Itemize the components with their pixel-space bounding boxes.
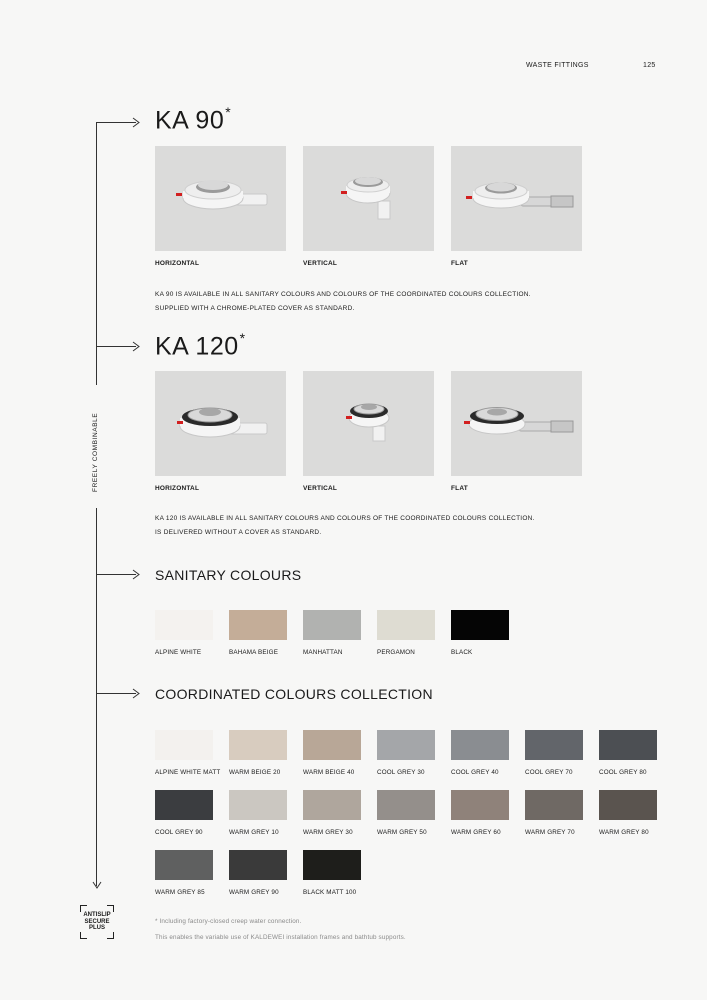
ka90-desc-line2: SUPPLIED WITH A CHROME-PLATED COVER AS STANDARD. bbox=[155, 305, 355, 312]
ka90-description bbox=[155, 288, 531, 316]
ka120-desc-line1: KA 120 IS AVAILABLE IN ALL SANITARY COLOURS AND COLOURS OF THE COORDINATED COLOURS COLLECTION. bbox=[155, 515, 535, 522]
color-swatch-label: WARM GREY 30 bbox=[303, 829, 353, 836]
color-swatch bbox=[155, 610, 213, 640]
badge-corner bbox=[80, 905, 87, 912]
color-swatch-label: COOL GREY 40 bbox=[451, 769, 499, 776]
arrow-right-icon bbox=[130, 117, 140, 128]
color-swatch-label: PERGAMON bbox=[377, 649, 415, 656]
ka120-asterisk: * bbox=[239, 330, 246, 346]
arrow-right-icon bbox=[130, 569, 140, 580]
color-swatch bbox=[229, 730, 287, 760]
color-swatch bbox=[451, 730, 509, 760]
color-swatch-label: BLACK MATT 100 bbox=[303, 889, 357, 896]
color-swatch-label: WARM BEIGE 40 bbox=[303, 769, 355, 776]
badge-corner bbox=[80, 932, 87, 939]
bracket-line-bottom bbox=[96, 508, 97, 886]
color-swatch-label: WARM GREY 80 bbox=[599, 829, 649, 836]
ka120-caption-horizontal: HORIZONTAL bbox=[155, 485, 200, 492]
ka120-title bbox=[155, 332, 246, 361]
color-swatch-label: COOL GREY 30 bbox=[377, 769, 425, 776]
ka90-flat-photo bbox=[451, 146, 582, 251]
color-swatch-label: BLACK bbox=[451, 649, 473, 656]
ka90-caption-horizontal: HORIZONTAL bbox=[155, 260, 200, 267]
side-label-freely-combinable: FREELY COMBINABLE bbox=[92, 412, 99, 492]
color-swatch-label: ALPINE WHITE bbox=[155, 649, 202, 656]
badge-line1: ANTISLIP bbox=[83, 912, 111, 918]
footnote-line1: * Including factory-closed creep water connection. bbox=[155, 918, 302, 925]
color-swatch bbox=[377, 610, 435, 640]
color-swatch bbox=[451, 610, 509, 640]
badge-corner bbox=[107, 905, 114, 912]
color-swatch bbox=[377, 730, 435, 760]
badge-line3: PLUS bbox=[88, 925, 105, 931]
color-swatch bbox=[303, 790, 361, 820]
page-number: 125 bbox=[643, 62, 656, 69]
color-swatch-label: WARM GREY 85 bbox=[155, 889, 205, 896]
waste-fitting-flat-icon bbox=[451, 371, 582, 476]
ka120-caption-flat: FLAT bbox=[451, 485, 468, 492]
color-swatch bbox=[155, 730, 213, 760]
color-swatch bbox=[229, 850, 287, 880]
ka90-caption-vertical: VERTICAL bbox=[303, 260, 338, 267]
badge-text bbox=[80, 912, 114, 932]
ka120-vertical-photo bbox=[303, 371, 434, 476]
color-swatch bbox=[303, 850, 361, 880]
ka120-caption-vertical: VERTICAL bbox=[303, 485, 338, 492]
color-swatch bbox=[377, 790, 435, 820]
color-swatch-label: WARM GREY 60 bbox=[451, 829, 501, 836]
color-swatch-label: COOL GREY 80 bbox=[599, 769, 647, 776]
header-section-label: WASTE FITTINGS bbox=[526, 62, 589, 69]
waste-fitting-horizontal-icon bbox=[155, 371, 286, 476]
color-swatch bbox=[599, 730, 657, 760]
ka120-desc-line2: IS DELIVERED WITHOUT A COVER AS STANDARD. bbox=[155, 529, 322, 536]
arrow-right-icon bbox=[130, 688, 140, 699]
ka90-horizontal-photo bbox=[155, 146, 286, 251]
color-swatch bbox=[229, 610, 287, 640]
color-swatch bbox=[155, 790, 213, 820]
color-swatch-label: WARM GREY 50 bbox=[377, 829, 427, 836]
color-swatch-label: COOL GREY 70 bbox=[525, 769, 573, 776]
color-swatch bbox=[155, 850, 213, 880]
color-swatch bbox=[229, 790, 287, 820]
ka120-horizontal-photo bbox=[155, 371, 286, 476]
ka90-vertical-photo bbox=[303, 146, 434, 251]
antislip-secure-plus-badge bbox=[80, 905, 114, 939]
waste-fitting-horizontal-icon bbox=[155, 146, 286, 251]
footnote-line2: This enables the variable use of KALDEWEI installation frames and bathtub supports. bbox=[155, 934, 406, 941]
color-swatch bbox=[303, 610, 361, 640]
color-swatch-label: COOL GREY 90 bbox=[155, 829, 203, 836]
color-swatch-label: WARM GREY 70 bbox=[525, 829, 575, 836]
color-swatch-label: WARM BEIGE 20 bbox=[229, 769, 281, 776]
badge-corner bbox=[107, 932, 114, 939]
color-swatch-label: BAHAMA BEIGE bbox=[229, 649, 279, 656]
badge-line2: SECURE bbox=[84, 918, 110, 925]
sanitary-colours-title: SANITARY COLOURS bbox=[155, 567, 302, 583]
ka120-title-text: KA 120 bbox=[155, 332, 239, 361]
color-swatch-label: WARM GREY 10 bbox=[229, 829, 279, 836]
color-swatch bbox=[599, 790, 657, 820]
coordinated-colours-title: COORDINATED COLOURS COLLECTION bbox=[155, 686, 433, 702]
color-swatch-label: ALPINE WHITE MATT bbox=[155, 769, 221, 776]
ka90-title bbox=[155, 106, 231, 135]
color-swatch bbox=[451, 790, 509, 820]
ka90-caption-flat: FLAT bbox=[451, 260, 468, 267]
color-swatch bbox=[303, 730, 361, 760]
color-swatch-label: WARM GREY 90 bbox=[229, 889, 279, 896]
ka90-desc-line1: KA 90 IS AVAILABLE IN ALL SANITARY COLOURS AND COLOURS OF THE COORDINATED COLOURS COLLECTION. bbox=[155, 291, 531, 298]
arrow-right-icon bbox=[130, 341, 140, 352]
ka90-asterisk: * bbox=[225, 104, 232, 120]
waste-fitting-vertical-icon bbox=[303, 146, 434, 251]
ka120-description bbox=[155, 512, 535, 540]
ka90-title-text: KA 90 bbox=[155, 106, 225, 135]
waste-fitting-flat-icon bbox=[451, 146, 582, 251]
arrow-down-icon bbox=[92, 878, 102, 890]
color-swatch bbox=[525, 730, 583, 760]
color-swatch-label: MANHATTAN bbox=[303, 649, 343, 656]
color-swatch bbox=[525, 790, 583, 820]
ka120-flat-photo bbox=[451, 371, 582, 476]
waste-fitting-vertical-icon bbox=[303, 371, 434, 476]
